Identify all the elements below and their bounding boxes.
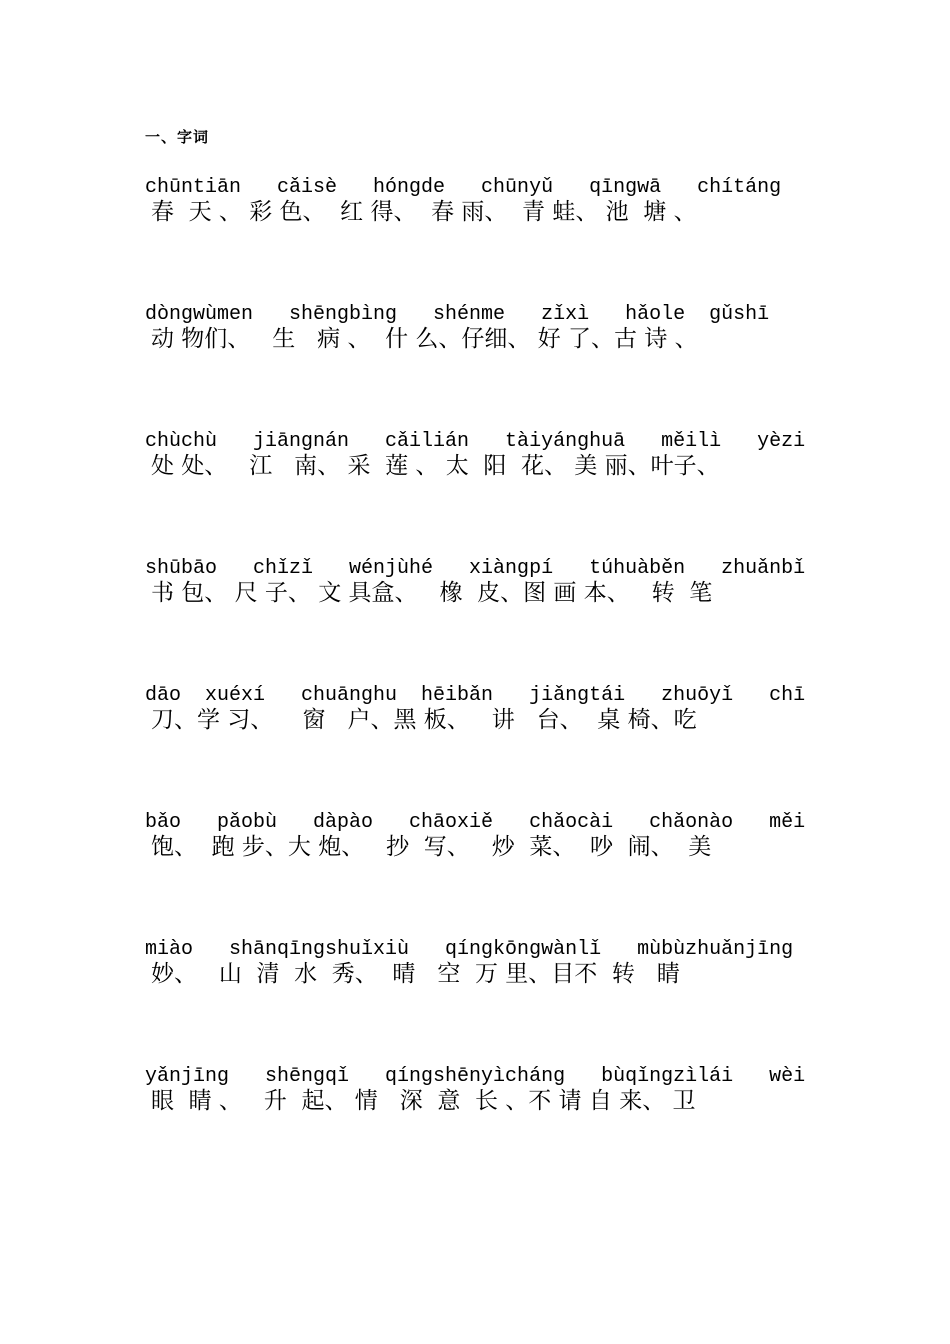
vocab-row xyxy=(145,303,865,353)
vocab-row xyxy=(145,1065,865,1115)
pinyin-line: dāo xuéxí chuānghu hēibǎn jiǎngtái zhuōyǐ chī xyxy=(145,684,806,707)
hanzi-line: 刀、学 习、 窗 户、黑 板、 讲 台、 桌 椅、吃 xyxy=(151,707,697,733)
hanzi-line: 妙、 山 清 水 秀、 晴 空 万 里、目不 转 睛 xyxy=(151,961,680,987)
hanzi-line: 饱、 跑 步、大 炮、 抄 写、 炒 菜、 吵 闹、 美 xyxy=(151,834,712,860)
pinyin-line: dòngwùmen shēngbìng shénme zǐxì hǎole gǔshī xyxy=(145,303,770,326)
pinyin-line: chūntiān cǎisè hóngde chūnyǔ qīngwā chítáng xyxy=(145,176,782,199)
hanzi-line: 动 物们、 生 病 、 什 么、仔细、 好 了、古 诗 、 xyxy=(151,326,698,352)
pinyin-line: chùchù jiāngnán cǎilián tàiyánghuā měilì yèzi xyxy=(145,430,806,453)
pinyin-line: bǎo pǎobù dàpào chāoxiě chǎocài chǎonào měi xyxy=(145,811,806,834)
hanzi-line: 书 包、 尺 子、 文 具盒、 橡 皮、图 画 本、 转 笔 xyxy=(151,580,713,606)
vocab-row xyxy=(145,430,865,480)
vocab-row xyxy=(145,176,865,226)
vocab-row xyxy=(145,684,865,734)
pinyin-line: yǎnjīng shēngqǐ qíngshēnyìcháng bùqǐngzìlái wèi xyxy=(145,1065,806,1088)
hanzi-line: 处 处、 江 南、 采 莲 、 太 阳 花、 美 丽、叶子、 xyxy=(151,453,720,479)
section-heading: 一、字词 xyxy=(145,128,210,146)
vocab-row xyxy=(145,557,865,607)
vocab-row xyxy=(145,938,865,988)
pinyin-line: miào shānqīngshuǐxiù qíngkōngwànlǐ mùbùzhuǎnjīng xyxy=(145,938,794,961)
vocab-row xyxy=(145,811,865,861)
hanzi-line: 眼 睛 、 升 起、 情 深 意 长 、不 请 自 来、 卫 xyxy=(151,1088,696,1114)
pinyin-line: shūbāo chǐzǐ wénjùhé xiàngpí túhuàběn zhuǎnbǐ xyxy=(145,557,806,580)
hanzi-line: 春 天 、 彩 色、 红 得、 春 雨、 青 蛙、 池 塘 、 xyxy=(151,199,697,225)
